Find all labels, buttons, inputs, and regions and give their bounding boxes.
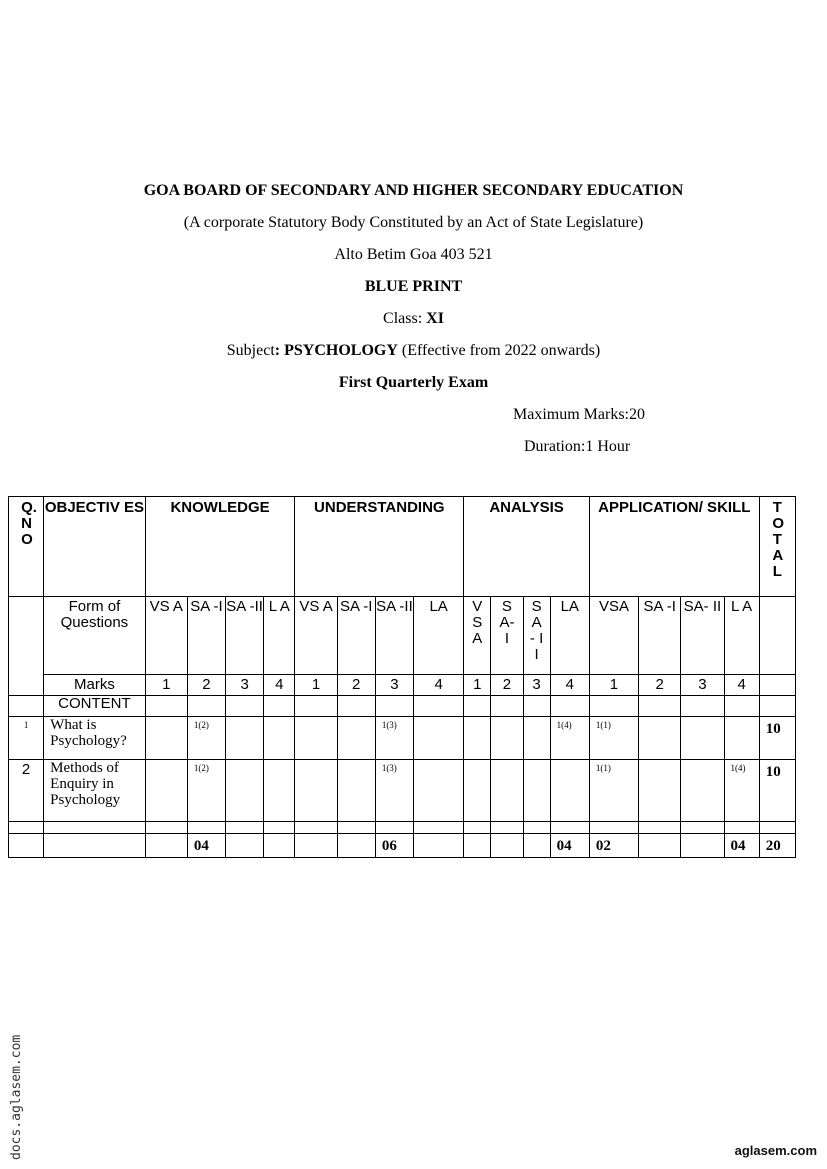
value-cell bbox=[414, 717, 464, 760]
marks-cell: 4 bbox=[414, 675, 464, 696]
value-cell bbox=[491, 717, 523, 760]
value-cell bbox=[681, 760, 724, 822]
objectives-header: OBJECTIV ES bbox=[44, 497, 145, 597]
marks-cell: 4 bbox=[550, 675, 589, 696]
form-cell: L A bbox=[264, 597, 295, 675]
marks-cell: 4 bbox=[264, 675, 295, 696]
brand-footer: aglasem.com bbox=[734, 1143, 817, 1158]
marks-cell: 1 bbox=[589, 675, 638, 696]
total-cell bbox=[681, 834, 724, 858]
marks-row bbox=[9, 675, 796, 696]
form-label: Form of Questions bbox=[44, 597, 145, 675]
content-cell: Methods of Enquiry in Psychology bbox=[44, 760, 145, 822]
value-cell bbox=[681, 717, 724, 760]
board-address: Alto Betim Goa 403 521 bbox=[334, 246, 493, 263]
value-cell: 1(4) bbox=[724, 760, 759, 822]
qno-header: Q. N O bbox=[9, 497, 44, 597]
form-cell: SA -I bbox=[639, 597, 681, 675]
table-row bbox=[9, 717, 796, 760]
marks-cell: 3 bbox=[375, 675, 413, 696]
class-line: Class: XI bbox=[383, 310, 444, 327]
value-cell bbox=[464, 760, 491, 822]
value-cell bbox=[295, 760, 337, 822]
marks-cell: 3 bbox=[523, 675, 550, 696]
total-cell bbox=[464, 834, 491, 858]
marks-cell: 2 bbox=[639, 675, 681, 696]
value-cell bbox=[264, 760, 295, 822]
marks-cell: 3 bbox=[681, 675, 724, 696]
form-cell: LA bbox=[414, 597, 464, 675]
form-cell: S A- I bbox=[491, 597, 523, 675]
form-cell: V S A bbox=[464, 597, 491, 675]
total-header: T O T A L bbox=[759, 497, 795, 597]
grand-total: 20 bbox=[759, 834, 795, 858]
value-cell bbox=[414, 760, 464, 822]
blank-cell bbox=[9, 696, 44, 717]
form-cell: S A - II bbox=[523, 597, 550, 675]
table-row bbox=[9, 760, 796, 822]
value-cell bbox=[639, 717, 681, 760]
content-label-row bbox=[9, 696, 796, 717]
marks-cell: 3 bbox=[226, 675, 264, 696]
total-cell bbox=[337, 834, 375, 858]
value-cell bbox=[226, 717, 264, 760]
form-cell: VS A bbox=[295, 597, 337, 675]
total-cell: 04 bbox=[187, 834, 225, 858]
subject-line: Subject: PSYCHOLOGY (Effective from 2022 onwards) bbox=[226, 342, 601, 359]
total-blank-cell bbox=[759, 675, 795, 696]
side-watermark: docs.aglasem.com bbox=[9, 1034, 24, 1160]
marks-cell: 1 bbox=[295, 675, 337, 696]
total-cell bbox=[523, 834, 550, 858]
total-cell: 02 bbox=[589, 834, 638, 858]
understanding-header: UNDERSTANDING bbox=[295, 497, 464, 597]
value-cell: 1(1) bbox=[589, 717, 638, 760]
value-cell bbox=[550, 760, 589, 822]
value-cell bbox=[145, 760, 187, 822]
value-cell bbox=[523, 760, 550, 822]
form-cell: SA -I bbox=[337, 597, 375, 675]
marks-cell: 2 bbox=[337, 675, 375, 696]
marks-label: Marks bbox=[44, 675, 145, 696]
form-cell: SA -II bbox=[375, 597, 413, 675]
form-row bbox=[9, 597, 796, 675]
value-cell: 1(2) bbox=[187, 717, 225, 760]
value-cell bbox=[295, 717, 337, 760]
marks-cell: 4 bbox=[724, 675, 759, 696]
form-cell: VS A bbox=[145, 597, 187, 675]
total-cell bbox=[145, 834, 187, 858]
total-cell bbox=[414, 834, 464, 858]
row-total: 10 bbox=[759, 760, 795, 822]
max-marks: Maximum Marks:20 bbox=[513, 406, 645, 423]
totals-row bbox=[9, 834, 796, 858]
duration: Duration:1 Hour bbox=[524, 438, 631, 455]
qno-cell: 1 bbox=[9, 717, 44, 760]
value-cell bbox=[491, 760, 523, 822]
form-cell: SA -II bbox=[226, 597, 264, 675]
board-name: GOA BOARD OF SECONDARY AND HIGHER SECONDARY EDUCATION bbox=[143, 182, 684, 199]
value-cell bbox=[639, 760, 681, 822]
qno-cell: 2 bbox=[9, 760, 44, 822]
content-label: CONTENT bbox=[44, 696, 145, 717]
form-cell: L A bbox=[724, 597, 759, 675]
value-cell bbox=[337, 717, 375, 760]
application-header: APPLICATION/ SKILL bbox=[589, 497, 759, 597]
value-cell bbox=[724, 717, 759, 760]
total-cell bbox=[295, 834, 337, 858]
form-cell: SA- II bbox=[681, 597, 724, 675]
blueprint-table bbox=[8, 496, 796, 858]
knowledge-header: KNOWLEDGE bbox=[145, 497, 295, 597]
value-cell: 1(3) bbox=[375, 717, 413, 760]
spacer-row bbox=[9, 822, 796, 834]
value-cell bbox=[337, 760, 375, 822]
value-cell: 1(2) bbox=[187, 760, 225, 822]
form-cell: LA bbox=[550, 597, 589, 675]
doc-title: BLUE PRINT bbox=[364, 278, 463, 295]
row-total: 10 bbox=[759, 717, 795, 760]
total-cell bbox=[226, 834, 264, 858]
value-cell: 1(3) bbox=[375, 760, 413, 822]
value-cell bbox=[523, 717, 550, 760]
exam-name: First Quarterly Exam bbox=[338, 374, 489, 391]
total-cell: 06 bbox=[375, 834, 413, 858]
marks-cell: 1 bbox=[145, 675, 187, 696]
header-row bbox=[9, 497, 796, 597]
form-cell: SA -I bbox=[187, 597, 225, 675]
content-cell: What is Psychology? bbox=[44, 717, 145, 760]
value-cell bbox=[226, 760, 264, 822]
value-cell: 1(1) bbox=[589, 760, 638, 822]
form-cell: VSA bbox=[589, 597, 638, 675]
total-cell bbox=[639, 834, 681, 858]
value-cell bbox=[264, 717, 295, 760]
analysis-header: ANALYSIS bbox=[464, 497, 590, 597]
value-cell: 1(4) bbox=[550, 717, 589, 760]
marks-cell: 1 bbox=[464, 675, 491, 696]
total-cell: 04 bbox=[550, 834, 589, 858]
marks-cell: 2 bbox=[491, 675, 523, 696]
qno-blank-cell bbox=[9, 597, 44, 696]
total-cell bbox=[491, 834, 523, 858]
marks-cell: 2 bbox=[187, 675, 225, 696]
value-cell bbox=[145, 717, 187, 760]
total-cell: 04 bbox=[724, 834, 759, 858]
total-cell bbox=[264, 834, 295, 858]
board-subtitle: (A corporate Statutory Body Constituted by an Act of State Legislature) bbox=[183, 214, 644, 231]
total-blank-cell bbox=[759, 597, 795, 675]
value-cell bbox=[464, 717, 491, 760]
